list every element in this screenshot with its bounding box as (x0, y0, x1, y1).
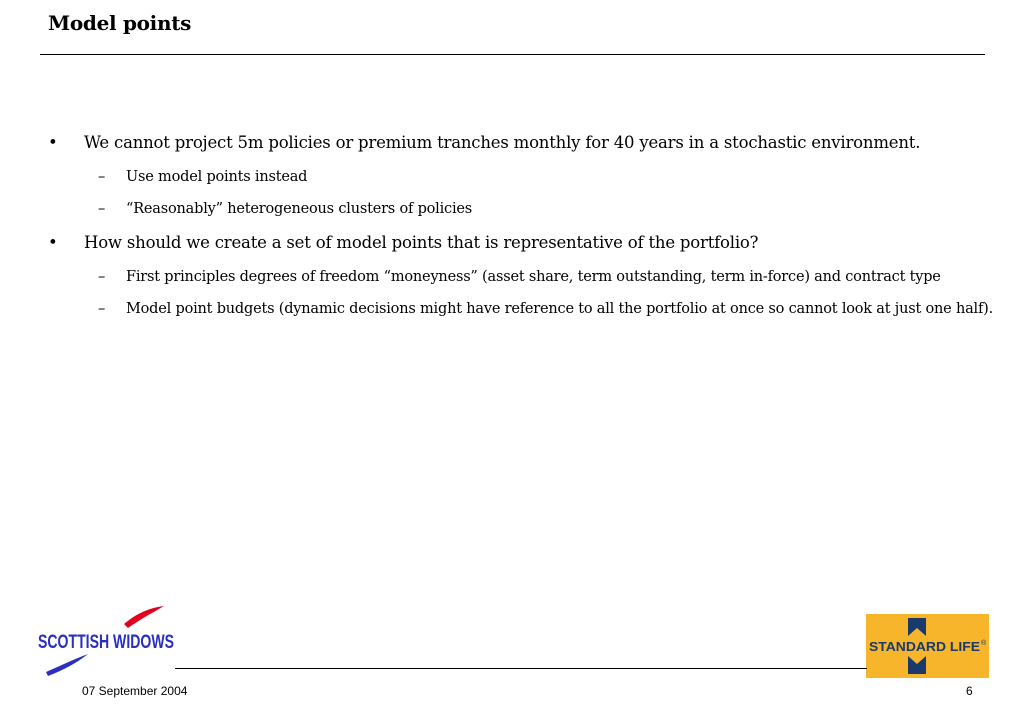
title-divider (40, 54, 985, 55)
sub-bullet-text: “Reasonably” heterogeneous clusters of policies (126, 201, 473, 217)
logo-red-swoosh (124, 606, 164, 628)
footer-date: 07 September 2004 (82, 684, 188, 698)
sub-bullet-text: First principles degrees of freedom “moneyness” (asset share, term outstanding, term in-force) and contract type (126, 269, 941, 285)
bullet-marker: • (48, 133, 58, 152)
scottish-widows-logo (36, 604, 176, 680)
bullet-text: How should we create a set of model points that is representative of the portfolio? (84, 233, 759, 252)
sub-bullet-marker: – (98, 301, 106, 317)
logo-wordmark: SCOTTISH WIDOWS (38, 632, 174, 653)
sub-bullet-text: Use model points instead (126, 169, 308, 185)
logo-blue-swoosh (46, 654, 88, 676)
sub-bullet-marker: – (98, 169, 106, 185)
logo-wordmark: STANDARD LIFE (869, 639, 981, 654)
sub-bullet-marker: – (98, 201, 106, 217)
bullet-marker: • (48, 233, 58, 252)
sub-bullet-marker: – (98, 269, 106, 285)
footer-divider (175, 668, 867, 669)
bullet-text: We cannot project 5m policies or premium tranches monthly for 40 years in a stochastic environment. (84, 133, 921, 152)
sub-bullet-text: Model point budgets (dynamic decisions might have reference to all the portfolio at once so cannot look at just one half). (126, 301, 994, 317)
registered-mark: ® (981, 640, 987, 647)
standard-life-logo (866, 614, 989, 678)
page-number: 6 (966, 684, 973, 698)
slide-title: Model points (48, 11, 192, 35)
